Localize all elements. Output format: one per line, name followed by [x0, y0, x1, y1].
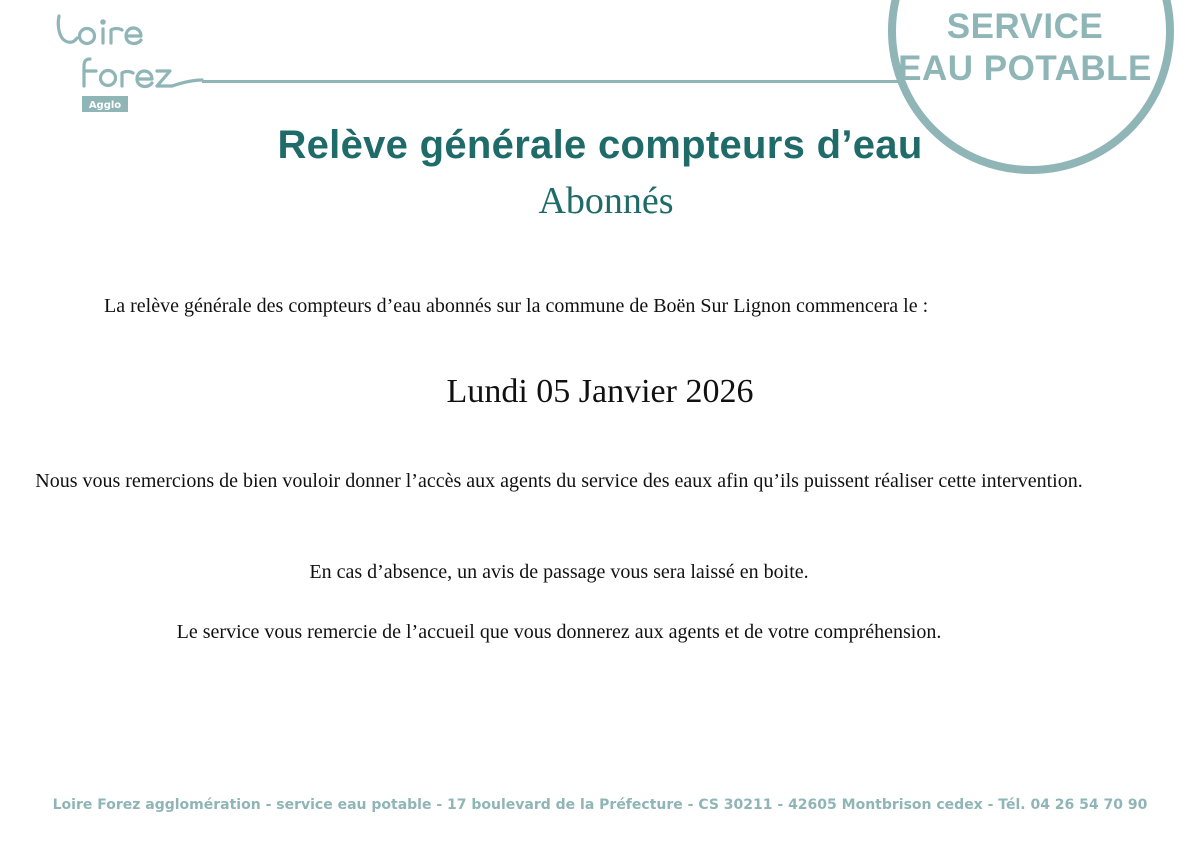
footer-contact: Loire Forez agglomération - service eau potable - 17 boulevard de la Préfecture - CS 30211 - 42605 Montbrison cedex - Tél. 04 26 54 70 90 — [52, 797, 1148, 813]
access-paragraph: Nous vous remercions de bien vouloir donner l’accès aux agents du service des eaux afin qu’ils puissent réaliser cette intervention. — [35, 470, 1083, 492]
service-badge-line1: SERVICE — [946, 7, 1104, 46]
service-badge-text — [890, 6, 1160, 90]
page-title: Relève générale compteurs d’eau — [277, 123, 923, 167]
start-date: Lundi 05 Janvier 2026 — [446, 373, 754, 410]
thanks-paragraph: Le service vous remercie de l’accueil que vous donnerez aux agents et de votre compréhension. — [176, 621, 942, 643]
service-badge-line2: EAU POTABLE — [898, 49, 1152, 88]
header-rule — [202, 80, 902, 83]
page-subtitle: Abonnés — [538, 180, 674, 222]
loire-forez-logo — [56, 14, 206, 114]
svg-text:Agglo: Agglo — [88, 100, 122, 111]
absence-paragraph: En cas d’absence, un avis de passage vous sera laissé en boite. — [309, 561, 809, 583]
intro-paragraph: La relève générale des compteurs d’eau abonnés sur la commune de Boën Sur Lignon commencera le : — [104, 295, 929, 317]
loire-forez-logo-graphic — [56, 14, 206, 114]
